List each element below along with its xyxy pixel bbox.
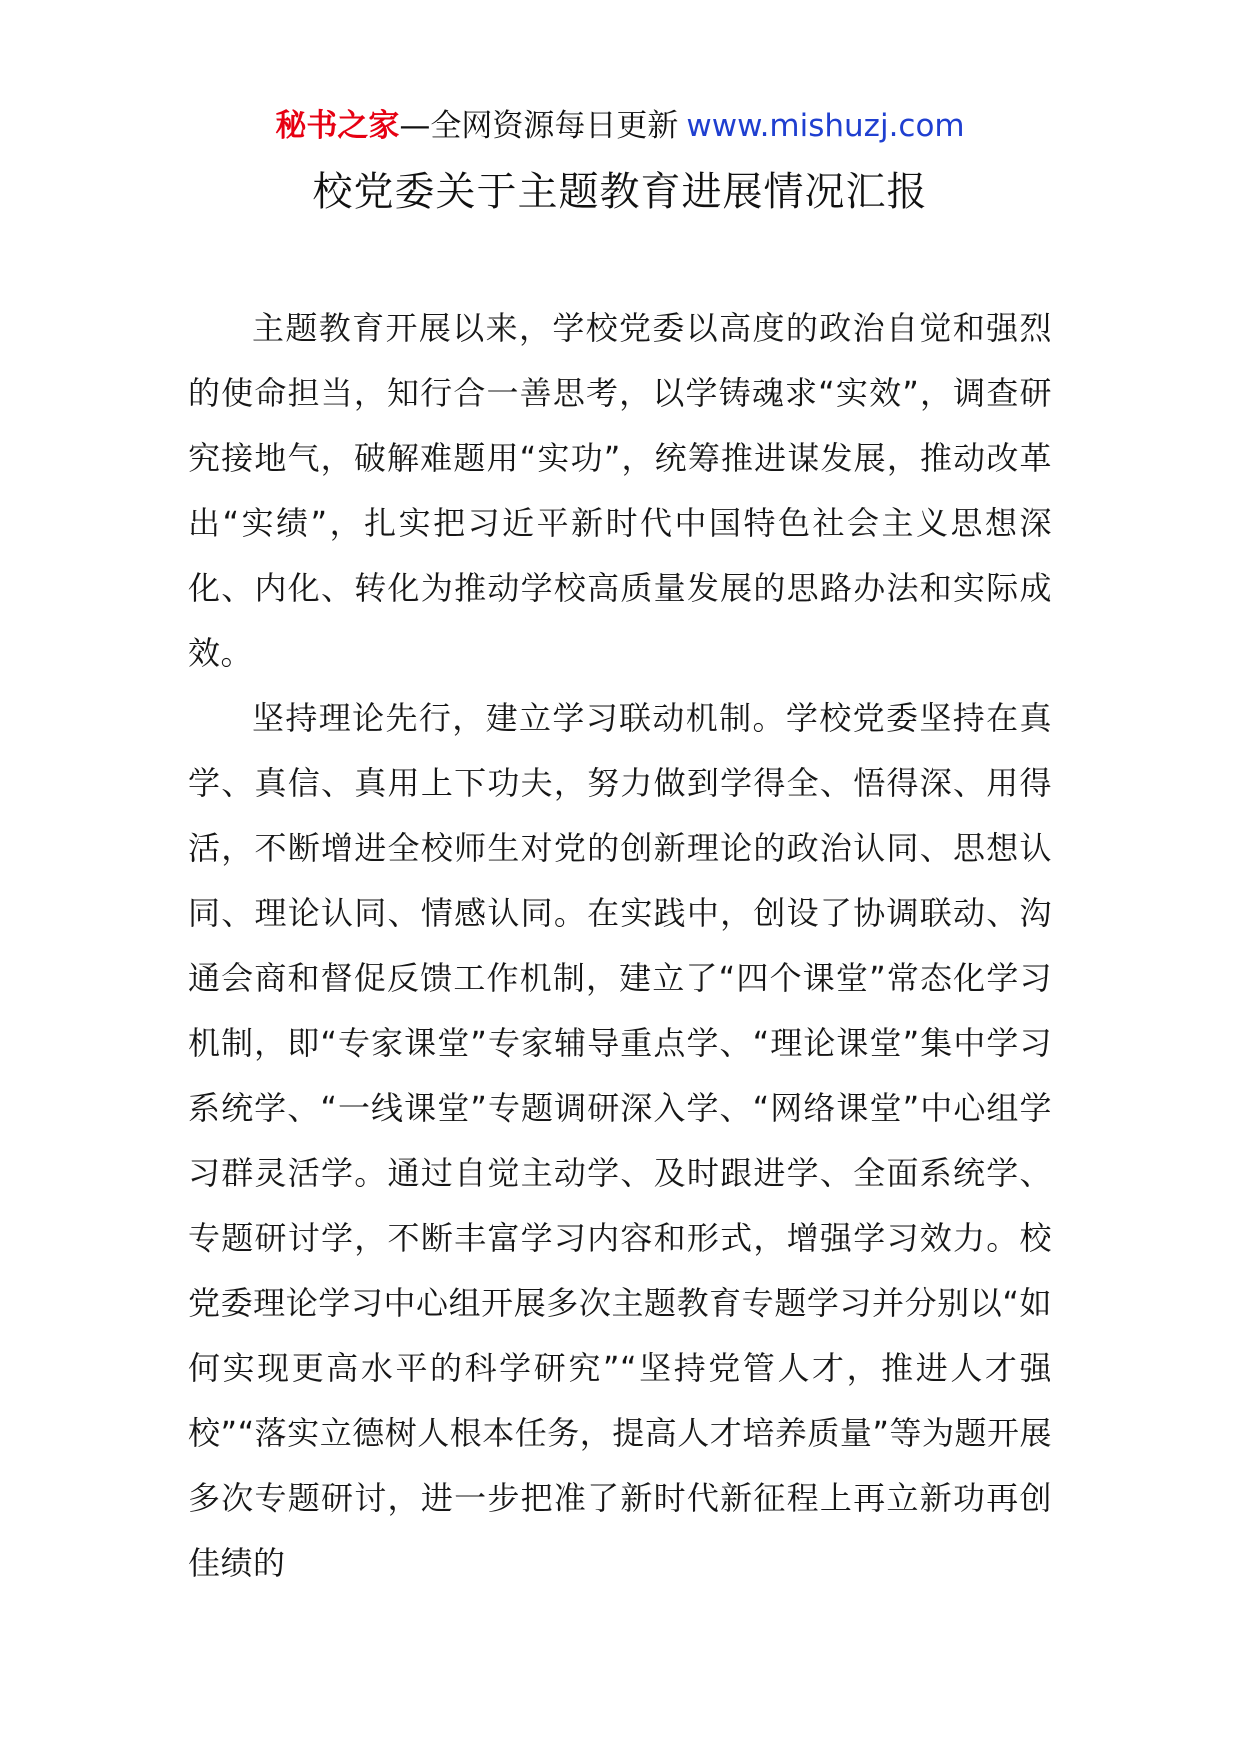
- paragraph-intro: 主题教育开展以来，学校党委以高度的政治自觉和强烈的使命担当，知行合一善思考，以学铸魂求“实效”，调查研究接地气，破解难题用“实功”，统筹推进谋发展，推动改革出“实绩”，扎实把习近平新时代中国特色社会主义思想深化、内化、转化为推动学校高质量发展的思路办法和实际成效。: [188, 309, 1052, 672]
- document-body: [188, 296, 1052, 1596]
- paragraph-theory-first: 坚持理论先行，建立学习联动机制。学校党委坚持在真学、真信、真用上下功夫，努力做到学得全、悟得深、用得活，不断增进全校师生对党的创新理论的政治认同、思想认同、理论认同、情感认同。在实践中，创设了协调联动、沟通会商和督促反馈工作机制，建立了“四个课堂”常态化学习机制，即“专家课堂”专家辅导重点学、“理论课堂”集中学习系统学、“一线课堂”专题调研深入学、“网络课堂”中心组学习群灵活学。通过自觉主动学、及时跟进学、全面系统学、专题研讨学，不断丰富学习内容和形式，增强学习效力。校党委理论学习中心组开展多次主题教育专题学习并分别以“如何实现更高水平的科学研究”“坚持党管人才，推进人才强校”“落实立德树人根本任务，提高人才培养质量”等为题开展多次专题研讨，进一步把准了新时代新征程上再立新功再创佳绩的: [188, 699, 1052, 1582]
- brand-name: 秘书之家: [275, 108, 400, 144]
- site-header: [0, 104, 1240, 148]
- document-title: 校党委关于主题教育进展情况汇报: [312, 169, 928, 215]
- site-url-link[interactable]: www.mishuzj.com: [686, 108, 965, 144]
- header-tagline: —全网资源每日更新: [399, 108, 679, 144]
